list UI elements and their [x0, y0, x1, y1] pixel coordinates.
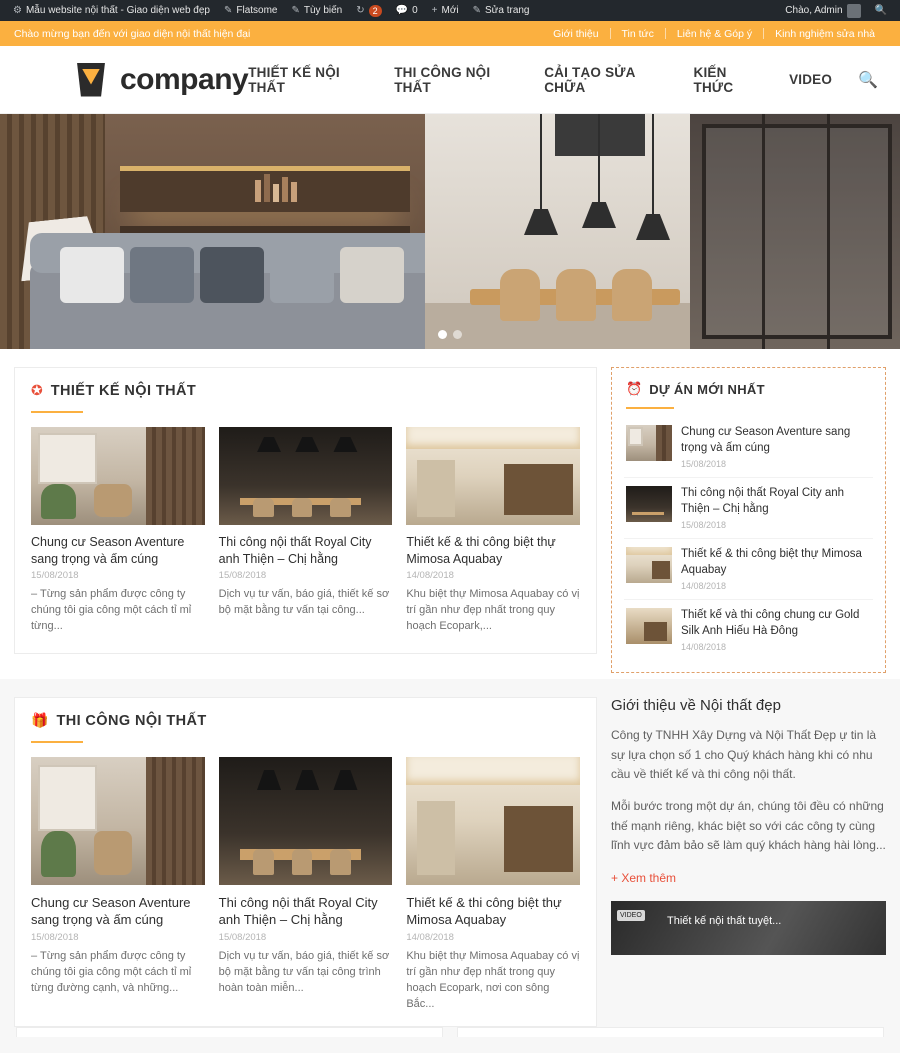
nav-item-kien-thuc[interactable]: KIẾN THỨC	[693, 64, 734, 95]
dining-room-dark-thumb[interactable]	[219, 427, 393, 525]
admin-bar-edit-label: Sửa trang	[485, 5, 530, 16]
admin-bar-search-button[interactable]	[868, 0, 894, 21]
wp-admin-bar[interactable]	[0, 0, 900, 21]
sidebar-item-date: 14/08/2018	[681, 642, 727, 653]
admin-bar-new-label: Mới	[441, 5, 459, 16]
list-item[interactable]	[406, 427, 580, 635]
site-logo[interactable]	[70, 63, 248, 97]
search-icon: 🔍	[874, 5, 887, 16]
section-thiet-ke-noi-that	[0, 349, 900, 679]
sidebar-item-date: 15/08/2018	[681, 459, 727, 470]
card-excerpt: Khu biệt thự Mimosa Aquabay có vị trí gần như đẹp nhất trong quy hoạch Ecopark,...	[406, 588, 580, 633]
admin-bar-theme[interactable]	[217, 0, 285, 21]
hero-slider[interactable]	[0, 114, 900, 349]
about-paragraph-1: Công ty TNHH Xây Dựng và Nội Thất Đẹp ự tin là sự lựa chọn số 1 cho Quý khách hàng khi có nhu cầu về thiết kế và thi công nội thất.	[611, 728, 877, 781]
top-links[interactable]	[542, 28, 886, 40]
search-icon[interactable]: 🔍	[858, 71, 878, 89]
card-title[interactable]: Thiết kế & thi công biệt thự Mimosa Aquabay	[406, 535, 556, 566]
list-item[interactable]	[219, 757, 393, 1012]
top-utility-bar	[0, 21, 900, 46]
card-title[interactable]: Thi công nội thất Royal City anh Thiện – Chị hằng	[218, 895, 378, 928]
sidebar-item-date: 14/08/2018	[681, 581, 727, 592]
project-thumb-4[interactable]	[626, 608, 672, 644]
section2-main	[14, 697, 597, 1027]
top-link-lien-he[interactable]: Liên hệ & Góp ý	[676, 27, 753, 40]
list-item[interactable]	[624, 538, 873, 599]
preview-stub	[457, 1027, 884, 1037]
project-thumb-1[interactable]	[626, 425, 672, 461]
nav-item-video[interactable]: VIDEO	[789, 72, 833, 87]
admin-bar-comments[interactable]	[389, 0, 425, 21]
nav-item-thi-cong-noi-that[interactable]: THI CÔNG NỘI THẤT	[394, 64, 491, 95]
list-item[interactable]	[31, 427, 205, 635]
interior-living-room-thumb[interactable]	[31, 427, 205, 525]
card-date: 14/08/2018	[406, 931, 454, 943]
comment-icon: 💬	[395, 5, 409, 16]
updates-count: 2	[369, 5, 382, 17]
updates-icon: ↻	[356, 5, 365, 16]
hero-slider-dots[interactable]	[438, 330, 462, 339]
sidebar-item-title[interactable]: Thiết kế và thi công chung cư Gold Silk Anh Hiếu Hà Đông	[681, 609, 860, 637]
gift-icon: 🎁	[31, 712, 49, 729]
section2-title: THI CÔNG NỘI THẤT	[56, 712, 207, 729]
card-date: 15/08/2018	[218, 931, 267, 943]
card-excerpt: Dịch vụ tư vấn, báo giá, thiết kế sơ bộ mặt bằng tư vấn tại công trình hoàn toàn miễn...	[218, 949, 390, 994]
list-item[interactable]	[31, 757, 205, 1012]
list-item[interactable]	[624, 417, 873, 477]
site-header	[0, 46, 900, 114]
card-date: 15/08/2018	[31, 931, 79, 943]
panel-thi-cong	[14, 697, 597, 1027]
wordpress-icon: ⚙	[13, 5, 22, 16]
next-section-preview	[0, 1027, 900, 1037]
admin-bar-updates[interactable]	[349, 0, 388, 21]
card-excerpt: Dịch vụ tư vấn, báo giá, thiết kế sơ bộ mặt bằng tư vấn tại công...	[218, 588, 390, 617]
hero-dot-2[interactable]	[453, 330, 462, 339]
hero-image	[0, 114, 900, 349]
admin-bar-new[interactable]	[425, 0, 466, 21]
card-title[interactable]: Thi công nội thất Royal City anh Thiện – Chị hằng	[218, 535, 372, 566]
admin-bar-theme-label: Flatsome	[236, 5, 278, 16]
about-read-more-link[interactable]: + Xem thêm	[611, 870, 677, 885]
pencil-icon: ✎	[472, 5, 481, 16]
admin-bar-customize[interactable]	[284, 0, 349, 21]
main-nav[interactable]	[248, 65, 878, 95]
brush-icon: ✎	[223, 5, 233, 16]
admin-bar-site[interactable]	[6, 0, 217, 21]
card-title[interactable]: Chung cư Season Aventure sang trọng và ấm cúng	[31, 895, 191, 928]
list-item[interactable]	[624, 599, 873, 660]
list-item[interactable]	[406, 757, 580, 1012]
list-item[interactable]	[219, 427, 393, 635]
top-link-tin-tuc[interactable]: Tin tức	[621, 27, 654, 40]
admin-bar-account[interactable]	[778, 0, 867, 21]
plus-icon: +	[431, 5, 438, 16]
sidebar-item-date: 15/08/2018	[681, 520, 727, 531]
sidebar-item-title[interactable]: Thi công nội thất Royal City anh Thiện – Chị hằng	[681, 487, 845, 515]
section-thi-cong-noi-that	[0, 679, 900, 1053]
admin-bar-site-title: Mẫu website nội thất - Giao diện web đẹp	[25, 5, 210, 16]
card-excerpt: – Từng sản phẩm được công ty chúng tôi gia công một cách tỉ mỉ từng đường cạnh, và những...	[31, 949, 192, 994]
nav-item-cai-tao-sua-chua[interactable]: CẢI TẠO SỬA CHỮA	[544, 64, 636, 95]
welcome-message: Chào mừng bạn đến với giao diện nội thất hiện đại	[14, 27, 251, 40]
title-underline	[626, 407, 674, 409]
panel-header	[15, 368, 596, 405]
admin-bar-edit-page[interactable]	[466, 0, 537, 21]
sidebar-title: DỰ ÁN MỚI NHẤT	[649, 381, 765, 397]
logo-mark-icon	[70, 63, 112, 97]
about-paragraph-2: Mỗi bước trong một dự án, chúng tôi đều có những thế mạnh riêng, khác biệt so với các công ty cùng lĩnh vực đảm bảo sẽ làm quý khách hàng hài lòng...	[611, 799, 886, 853]
dining-room-dark-thumb[interactable]	[219, 757, 393, 885]
section1-title: THIẾT KẾ NỘI THẤT	[50, 382, 197, 399]
villa-interior-thumb[interactable]	[406, 427, 580, 525]
logo-text: company	[120, 62, 249, 96]
top-link-kinh-nghiem[interactable]: Kinh nghiệm sửa nhà	[775, 27, 875, 40]
about-title: Giới thiệu về Nội thất đẹp	[611, 697, 781, 715]
video-badge: VIDEO	[617, 910, 645, 921]
hero-dot-1[interactable]	[438, 330, 447, 339]
sidebar-header	[612, 368, 885, 401]
sidebar-item-title[interactable]: Thiết kế & thi công biệt thự Mimosa Aquabay	[681, 548, 862, 576]
interior-living-room-thumb[interactable]	[31, 757, 205, 885]
about-widget	[611, 697, 886, 1027]
card-title[interactable]: Chung cư Season Aventure sang trọng và ấm cúng	[31, 535, 185, 566]
top-link-gioi-thieu[interactable]: Giới thiệu	[553, 27, 599, 40]
preview-stub	[16, 1027, 443, 1037]
panel-thiet-ke	[14, 367, 597, 654]
card-date: 14/08/2018	[406, 570, 454, 582]
nav-item-thiet-ke-noi-that[interactable]: THIẾT KẾ NỘI THẤT	[248, 64, 340, 95]
card-date: 15/08/2018	[31, 570, 79, 582]
section1-card-list	[15, 413, 596, 653]
card-excerpt: – Từng sản phẩm được công ty chúng tôi gia công một cách tỉ mỉ từng...	[31, 588, 192, 633]
sidebar	[611, 367, 886, 673]
sidebar-item-title[interactable]: Chung cư Season Aventure sang trọng và ấm cúng	[681, 426, 851, 454]
admin-bar-greeting: Chào, Admin	[785, 5, 843, 16]
card-excerpt: Khu biệt thự Mimosa Aquabay có vị trí gần như đẹp nhất trong quy hoạch Ecopark, nơi con sông Bắc...	[406, 949, 580, 1010]
admin-bar-customize-label: Tùy biến	[303, 5, 343, 16]
villa-interior-thumb[interactable]	[406, 757, 580, 885]
card-date: 15/08/2018	[218, 570, 267, 582]
list-item[interactable]	[624, 477, 873, 538]
comments-count: 0	[412, 5, 418, 16]
star-icon: ✪	[31, 382, 43, 398]
panel-du-an-moi-nhat	[611, 367, 886, 673]
project-thumb-2[interactable]	[626, 486, 672, 522]
video-title[interactable]: Thiết kế nội thất tuyệt...	[667, 914, 782, 927]
section2-card-list	[15, 743, 596, 1026]
sidebar-list	[612, 411, 885, 672]
video-thumbnail	[611, 901, 886, 955]
clock-icon: ⏰	[626, 381, 643, 396]
project-thumb-3[interactable]	[626, 547, 672, 583]
section1-main	[14, 367, 597, 673]
panel-header	[15, 698, 596, 735]
user-avatar	[847, 4, 861, 18]
customize-icon: ✎	[291, 5, 300, 16]
card-title[interactable]: Thiết kế & thi công biệt thự Mimosa Aquabay	[406, 895, 562, 928]
video-widget[interactable]	[611, 901, 886, 955]
